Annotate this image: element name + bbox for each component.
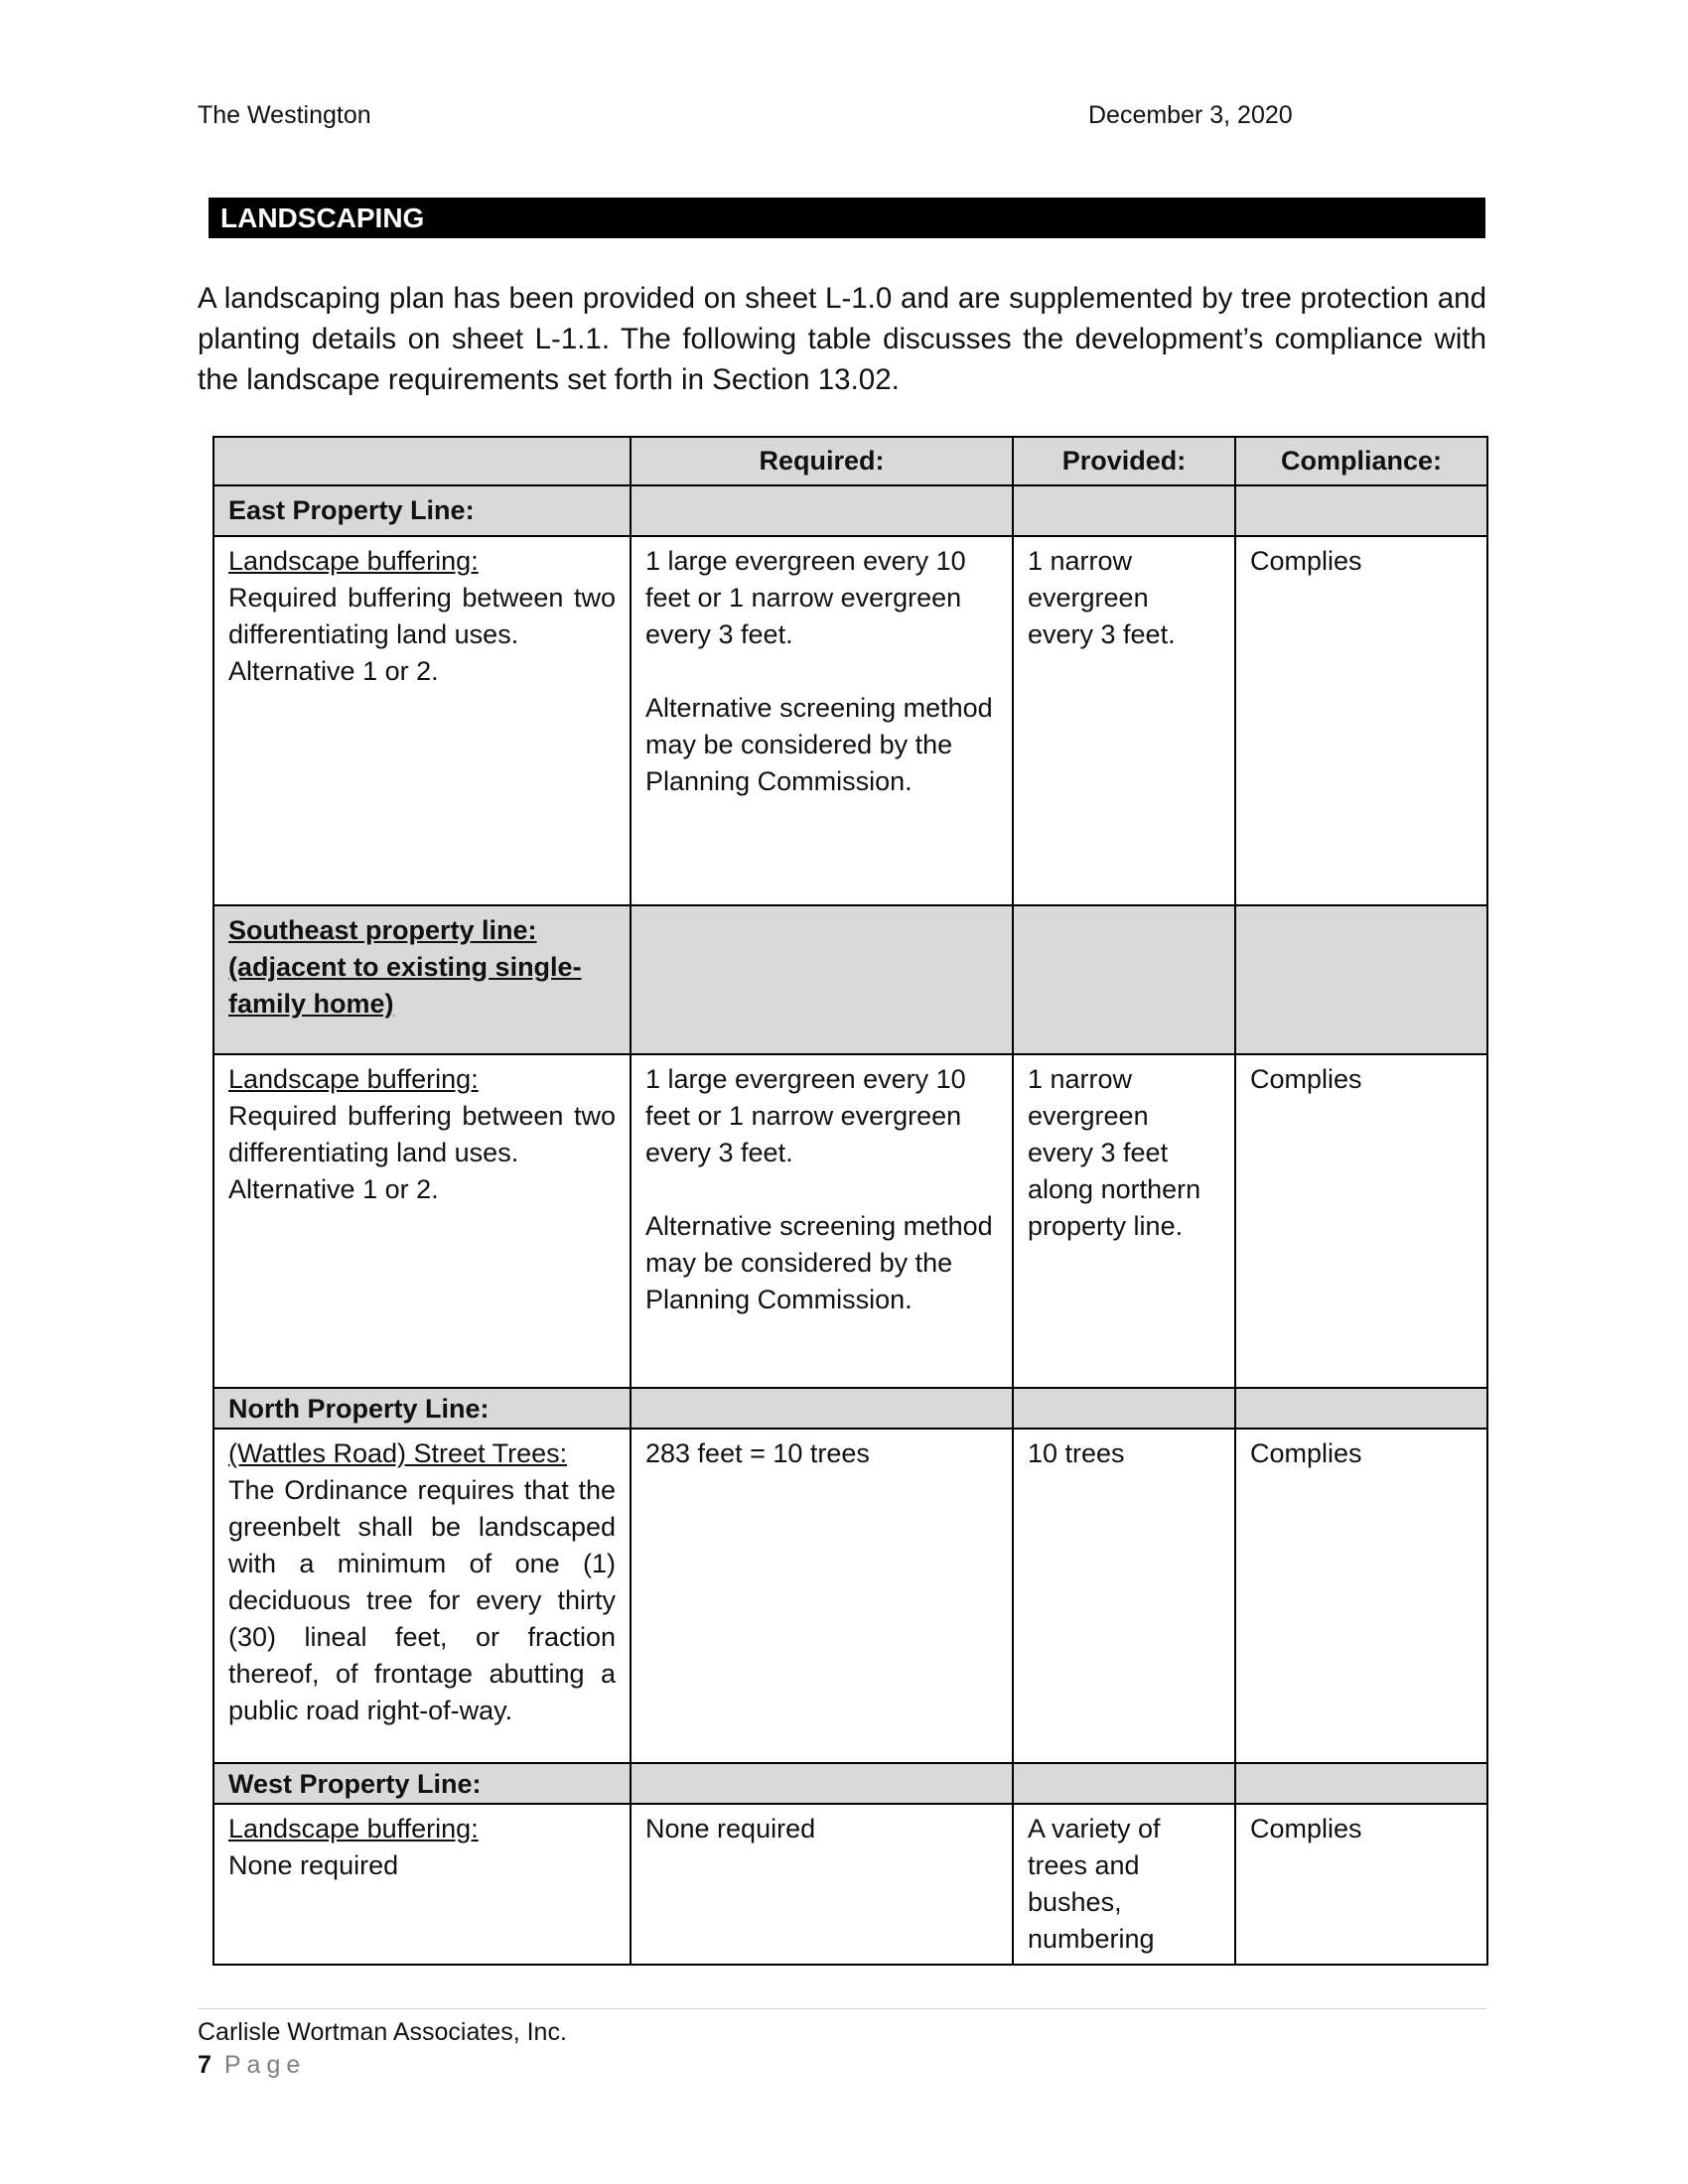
section-row-southeast [213,905,1487,1054]
southeast-required-cell [631,1054,1013,1388]
document-header-title: The Westington [198,101,371,129]
footer-page-number [198,2051,306,2080]
section-heading: LANDSCAPING [209,198,1485,238]
empty-cell [1235,1388,1487,1429]
west-required: None required [631,1804,1013,1965]
west-compliance: Complies [1235,1804,1487,1965]
empty-cell [631,905,1013,1054]
east-required-1: 1 large evergreen every 10 feet or 1 narrow evergreen every 3 feet. [645,546,966,649]
header-cell-compliance: Compliance: [1235,437,1487,485]
east-item-title: Landscape buffering: [228,546,479,576]
empty-cell [631,1388,1013,1429]
empty-cell [1013,905,1235,1054]
east-item-cell [213,536,631,905]
west-item-cell [213,1804,631,1965]
north-item-desc: The Ordinance requires that the greenbelt shall be landscaped with a minimum of one (1) deciduous tree for every thirty (30) lineal feet, or fraction thereof, of frontage abutting a public road right-of-way. [228,1475,616,1725]
southeast-heading: Southeast property line: (adjacent to existing single-family home) [213,905,631,1054]
document-header-date: December 3, 2020 [1088,101,1293,129]
table-row-southeast-buffering [213,1054,1487,1388]
header-cell-blank [213,437,631,485]
west-provided: A variety of trees and bushes, numbering [1013,1804,1235,1965]
page-label: Page [223,2051,307,2079]
empty-cell [1013,485,1235,536]
southeast-provided: 1 narrow evergreen every 3 feet along northern property line. [1013,1054,1235,1388]
empty-cell [1013,1763,1235,1804]
southeast-item-alt: Alternative 1 or 2. [228,1174,439,1204]
east-compliance: Complies [1235,536,1487,905]
table-row-north-street-trees [213,1429,1487,1763]
west-item-title: Landscape buffering: [228,1814,479,1843]
southeast-required-2: Alternative screening method may be considered by the Planning Commission. [645,1211,993,1314]
southeast-compliance: Complies [1235,1054,1487,1388]
landscape-requirements-table [212,436,1488,1966]
intro-text: A landscaping plan has been provided on sheet L-1.0 and are supplemented by tree protection and planting details on sheet L-1.1. The following table discusses the development’s compliance with the landscape requirements set forth in Section 13.02. [198,282,1486,396]
west-heading: West Property Line: [213,1763,631,1804]
southeast-item-cell [213,1054,631,1388]
east-item-desc: Required buffering between two differentiating land uses. [228,583,616,649]
north-provided: 10 trees [1013,1429,1235,1763]
east-provided: 1 narrow evergreen every 3 feet. [1013,536,1235,905]
section-row-north [213,1388,1487,1429]
empty-cell [631,485,1013,536]
east-heading: East Property Line: [213,485,631,536]
header-cell-provided: Provided: [1013,437,1235,485]
north-item-title: (Wattles Road) Street Trees: [228,1438,568,1468]
empty-cell [1013,1388,1235,1429]
table-header-row [213,437,1487,485]
north-item-cell [213,1429,631,1763]
empty-cell [1235,1763,1487,1804]
page-number: 7 [198,2051,211,2079]
intro-paragraph [198,278,1486,400]
north-compliance: Complies [1235,1429,1487,1763]
west-item-line [228,1811,616,1847]
north-required: 283 feet = 10 trees [631,1429,1013,1763]
empty-cell [1235,905,1487,1054]
east-item-alt: Alternative 1 or 2. [228,656,439,686]
header-cell-required: Required: [631,437,1013,485]
east-required-cell [631,536,1013,905]
footer-divider [198,2008,1486,2009]
section-row-west [213,1763,1487,1804]
table-row-east-buffering [213,536,1487,905]
southeast-required-1: 1 large evergreen every 10 feet or 1 narrow evergreen every 3 feet. [645,1064,966,1167]
southeast-item-desc: Required buffering between two differentiating land uses. [228,1101,616,1167]
empty-cell [1235,485,1487,536]
footer-organization: Carlisle Wortman Associates, Inc. [198,2018,567,2046]
table-row-west-buffering [213,1804,1487,1965]
north-heading: North Property Line: [213,1388,631,1429]
empty-cell [631,1763,1013,1804]
west-item-desc: None required [228,1850,399,1880]
section-row-east [213,485,1487,536]
east-required-2: Alternative screening method may be considered by the Planning Commission. [645,693,993,796]
southeast-item-title: Landscape buffering: [228,1064,479,1094]
